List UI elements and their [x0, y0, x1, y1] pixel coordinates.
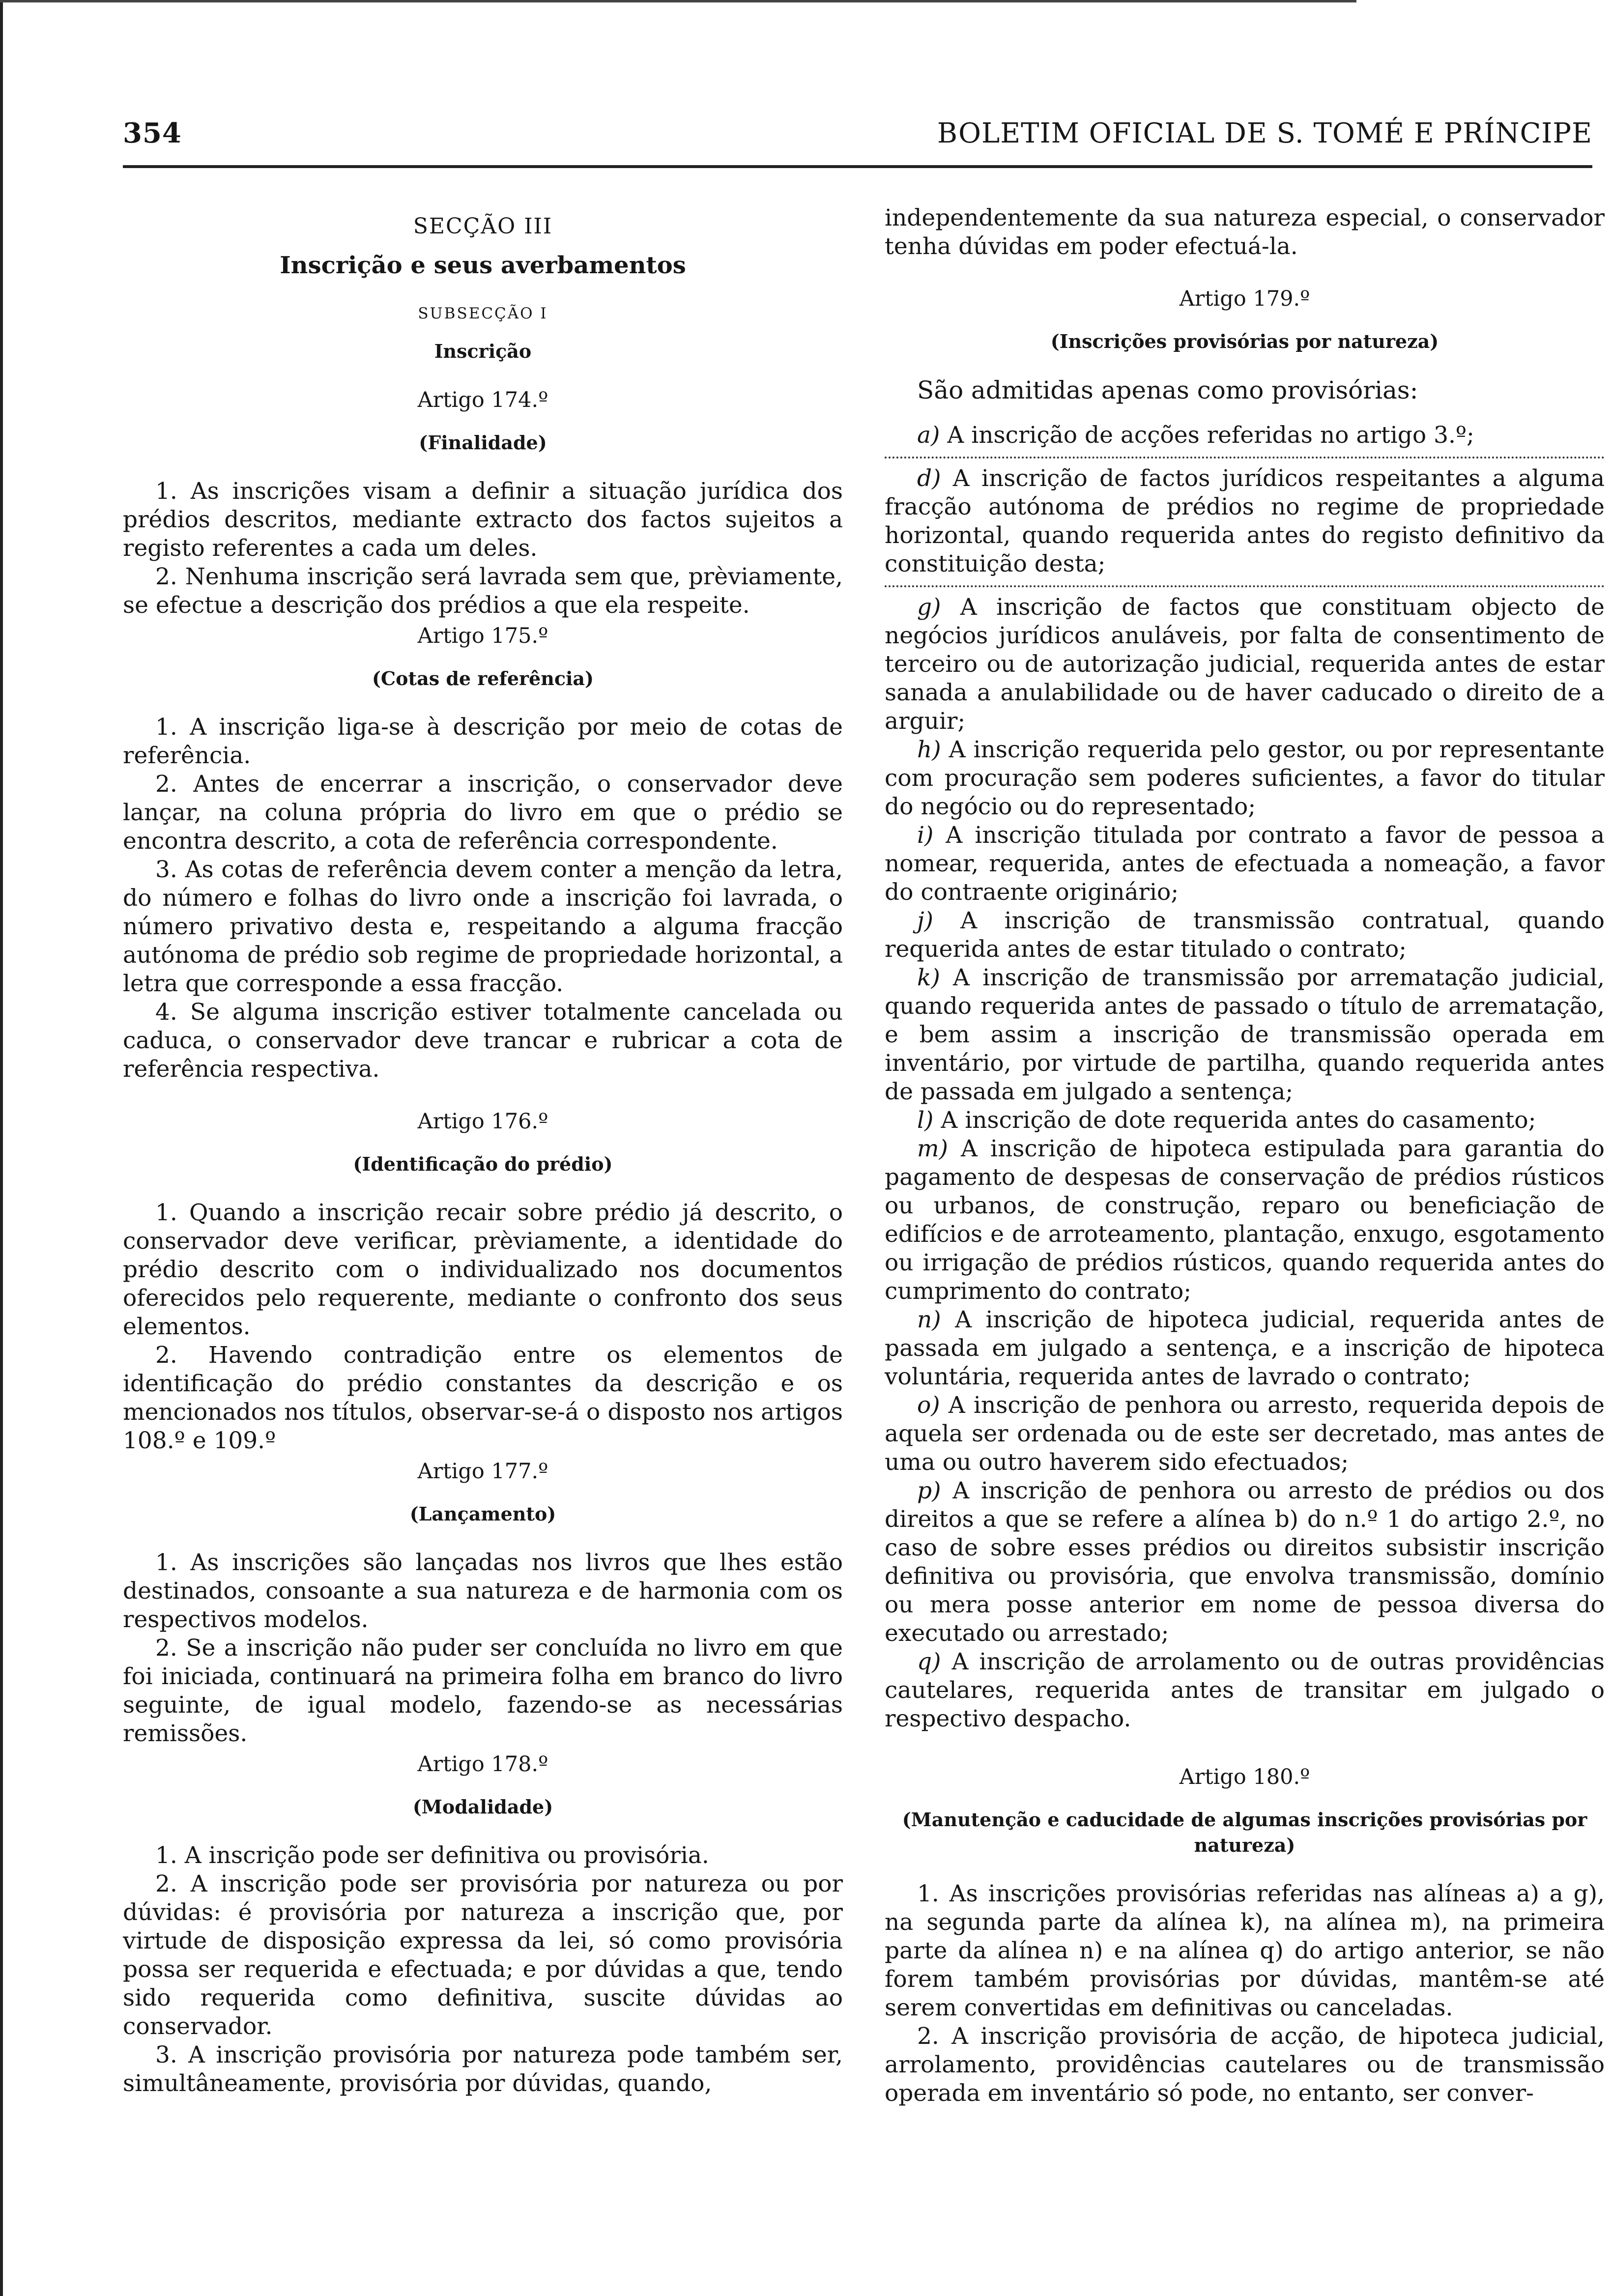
- article-177-title: (Lançamento): [409, 1503, 556, 1525]
- article-174-label: Artigo 174.º: [417, 388, 548, 412]
- article-176-paragraph-2: 2. Havendo contradição entre os elementos de identificação do prédio constantes da descrição e os mencionados nos títulos, observar-se-á o disposto nos artigos 108.º e 109.º: [123, 1342, 843, 1454]
- article-180-paragraph-1: 1. As inscrições provisórias referidas nas alíneas a) a g), na segunda parte da alínea k), na alínea m), na primeira parte da alínea n) e na alínea q) do artigo anterior, se não forem também provisórias por dúvidas, mantêm-se até serem convertidas em definitivas ou canceladas.: [885, 1880, 1605, 2021]
- page-top-edge: [0, 0, 1356, 2]
- omission-dots: [885, 457, 1605, 459]
- article-176-label: Artigo 176.º: [417, 1109, 548, 1134]
- page-number: 354: [123, 117, 182, 149]
- article-178-paragraph-2: 2. A inscrição pode ser provisória por natureza ou por dúvidas: é provisória por natureza a inscrição que, por virtude de disposição expressa da lei, só como provisória possa ser requerida e efectuada; e por dúvidas a que, tendo sido requerida como definitiva, suscite dúvidas ao conservador.: [123, 1870, 843, 2040]
- item-letter: o): [917, 1392, 940, 1419]
- article-179-item: [885, 1135, 1605, 1306]
- article-179-item: [885, 964, 1605, 1106]
- article-178-label: Artigo 178.º: [417, 1752, 548, 1777]
- left-column: [123, 204, 843, 2098]
- article-179-item: [885, 1391, 1605, 1477]
- article-174-paragraph-1: 1. As inscrições visam a definir a situação jurídica dos prédios descritos, mediante extracto dos factos sujeitos a registo referentes a cada um deles.: [123, 478, 843, 562]
- article-179-item: [885, 593, 1605, 736]
- article-175-label: Artigo 175.º: [417, 624, 548, 648]
- item-text: A inscrição de penhora ou arresto de prédios ou dos direitos a que se refere a alínea b) do n.º 1 do artigo 2.º, no caso de sobre esses prédios ou direitos subsistir inscrição definitiva ou provisória, que envolva transmissão, domínio ou mera posse anterior em nome de pessoa diversa do executado ou arrestado;: [885, 1477, 1605, 1647]
- item-letter: j): [917, 907, 933, 934]
- header-rule: [123, 165, 1592, 168]
- item-text: A inscrição de arrolamento ou de outras providências cautelares, requerida antes de transitar em julgado o respectivo despacho.: [885, 1648, 1605, 1732]
- item-letter: n): [917, 1306, 941, 1333]
- item-letter: h): [917, 736, 941, 763]
- article-175-paragraph-1: 1. A inscrição liga-se à descrição por meio de cotas de referência.: [123, 714, 843, 769]
- item-text: A inscrição titulada por contrato a favor de pessoa a nomear, requerida, antes de efectuada a nomeação, a favor do contraente originário;: [885, 822, 1605, 906]
- page-left-edge: [0, 0, 3, 2296]
- item-text: A inscrição de hipoteca estipulada para garantia do pagamento de despesas de conservação de prédios rústicos ou urbanos, de construção, reparo ou beneficiação de edifícios e de arroteamento, plantação, enxugo, esgotamento ou irrigação de prédios rústicos, quando requerida antes do cumprimento do contrato;: [885, 1135, 1605, 1305]
- article-180-label: Artigo 180.º: [1179, 1765, 1310, 1789]
- article-175-paragraph-4: 4. Se alguma inscrição estiver totalmente cancelada ou caduca, o conservador deve trancar e rubricar a cota de referência respectiva.: [123, 999, 843, 1083]
- item-letter: l): [917, 1107, 934, 1134]
- item-text: A inscrição de dote requerida antes do casamento;: [941, 1107, 1536, 1134]
- publication-title: BOLETIM OFICIAL DE S. TOMÉ E PRÍNCIPE: [937, 117, 1592, 149]
- continued-paragraph: independentemente da sua natureza especial, o conservador tenha dúvidas em poder efectuá-la.: [885, 204, 1605, 260]
- article-179-item: [885, 1306, 1605, 1391]
- item-a-letter: a): [917, 422, 940, 449]
- article-178-title: (Modalidade): [412, 1796, 553, 1818]
- article-178-paragraph-3: 3. A inscrição provisória por natureza pode também ser, simultâneamente, provisória por dúvidas, quando,: [123, 2041, 843, 2097]
- article-179-item: [885, 821, 1605, 907]
- article-179-item: [885, 1648, 1605, 1733]
- section-title: Inscrição e seus averbamentos: [280, 252, 686, 279]
- item-text: A inscrição de transmissão contratual, quando requerida antes de estar titulado o contrato;: [885, 907, 1605, 963]
- item-letter: p): [917, 1477, 941, 1504]
- article-177-label: Artigo 177.º: [417, 1459, 548, 1484]
- item-text: A inscrição requerida pelo gestor, ou por representante com procuração sem poderes suficientes, a favor do titular do negócio ou do representado;: [885, 736, 1605, 820]
- item-letter: i): [917, 822, 934, 849]
- article-176-paragraph-1: 1. Quando a inscrição recair sobre prédio já descrito, o conservador deve verificar, prèviamente, a identidade do prédio descrito com o individualizado nos documentos oferecidos pelo requerente, mediante o confronto dos seus elementos.: [123, 1199, 843, 1340]
- item-d-text: A inscrição de factos jurídicos respeitantes a alguma fracção autónoma de prédios no regime de propriedade horizontal, quando requerida antes do registo definitivo da constituição desta;: [885, 465, 1605, 577]
- article-174-title: (Finalidade): [419, 431, 547, 454]
- article-176-title: (Identificação do prédio): [353, 1153, 613, 1175]
- item-text: A inscrição de penhora ou arresto, requerida depois de aquela ser ordenada ou de este ser decretado, mas antes de uma ou outro haverem sido efectuados;: [885, 1392, 1605, 1476]
- article-175-paragraph-2: 2. Antes de encerrar a inscrição, o conservador deve lançar, na coluna própria do livro em que o prédio se encontra descrito, a cota de referência correspondente.: [123, 771, 843, 855]
- item-text: A inscrição de transmissão por arrematação judicial, quando requerida antes de passado o título de arrematação, e bem assim a inscrição de transmissão operada em inventário, por virtude de partilha, quando requerida antes de passada em julgado a sentença;: [885, 964, 1605, 1105]
- article-180-title: (Manutenção e caducidade de algumas inscrições provisórias por natureza): [902, 1808, 1587, 1856]
- article-179-item: [885, 736, 1605, 821]
- article-179-item-d: [885, 464, 1605, 578]
- article-179-intro: São admitidas apenas como provisórias:: [917, 376, 1418, 404]
- article-179-item: [885, 1477, 1605, 1648]
- article-177-paragraph-2: 2. Se a inscrição não puder ser concluída no livro em que foi iniciada, continuará na primeira folha em branco do livro seguinte, de igual modelo, fazendo-se as necessárias remissões.: [123, 1635, 843, 1747]
- article-180-paragraph-2: 2. A inscrição provisória de acção, de hipoteca judicial, arrolamento, providências cautelares ou de transmissão operada em inventário só pode, no entanto, ser conver-: [885, 2023, 1605, 2107]
- article-179-label: Artigo 179.º: [1179, 287, 1310, 311]
- subsection-label: SUBSECÇÃO I: [418, 305, 548, 322]
- article-175-paragraph-3: 3. As cotas de referência devem conter a menção da letra, do número e folhas do livro onde a inscrição foi lavrada, o número privativo desta e, respeitando a alguma fracção autónoma de prédio sob regime de propriedade horizontal, a letra que corresponde a essa fracção.: [123, 856, 843, 997]
- right-column: [885, 204, 1605, 2108]
- item-d-letter: d): [917, 465, 941, 492]
- item-letter: m): [917, 1135, 948, 1162]
- item-letter: k): [917, 964, 940, 991]
- section-label: SECÇÃO III: [413, 214, 553, 239]
- article-179-item: [885, 1106, 1605, 1135]
- item-letter: q): [917, 1648, 941, 1675]
- item-a-text: A inscrição de acções referidas no artigo 3.º;: [947, 422, 1474, 449]
- article-177-paragraph-1: 1. As inscrições são lançadas nos livros que lhes estão destinados, consoante a sua natureza e de harmonia com os respectivos modelos.: [123, 1549, 843, 1633]
- item-text: A inscrição de factos que constituam objecto de negócios jurídicos anuláveis, por falta de consentimento de terceiro ou de autorização judicial, requerida antes de estar sanada a anulabilidade ou de haver caducado o direito de a arguir;: [885, 594, 1605, 735]
- article-179-items-list: [885, 593, 1605, 1733]
- subsection-title: Inscrição: [434, 340, 532, 362]
- page-header: [123, 117, 1592, 151]
- item-letter: g): [917, 594, 941, 621]
- article-175-title: (Cotas de referência): [372, 667, 594, 689]
- item-text: A inscrição de hipoteca judicial, requerida antes de passada em julgado a sentença, e a inscrição de hipoteca voluntária, requerida antes de lavrado o contrato;: [885, 1306, 1605, 1390]
- article-179-item: [885, 907, 1605, 964]
- article-174-paragraph-2: 2. Nenhuma inscrição será lavrada sem que, prèviamente, se efectue a descrição dos prédios a que ela respeite.: [123, 563, 843, 619]
- omission-dots: [885, 585, 1605, 587]
- article-179-title: (Inscrições provisórias por natureza): [1050, 330, 1439, 352]
- article-178-paragraph-1: 1. A inscrição pode ser definitiva ou provisória.: [155, 1842, 709, 1869]
- article-179-item-a: [885, 421, 1605, 450]
